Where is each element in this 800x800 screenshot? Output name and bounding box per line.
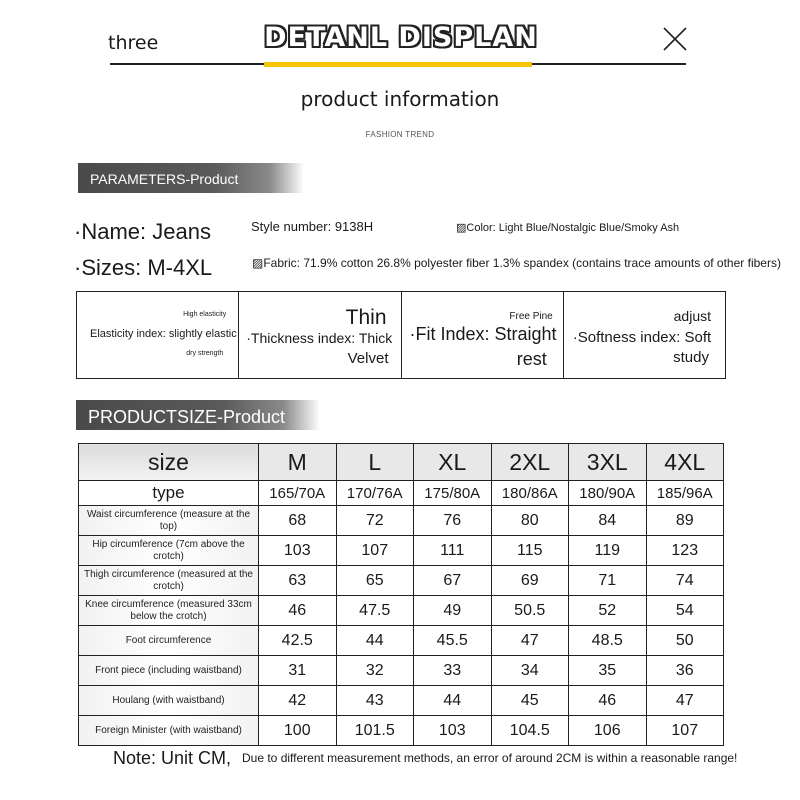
measurement-value: 42 — [259, 686, 337, 716]
measurement-value: 45.5 — [414, 626, 492, 656]
measurement-value: 69 — [491, 566, 569, 596]
measurement-value: 34 — [491, 656, 569, 686]
table-row — [79, 536, 724, 566]
close-icon-glyph — [662, 26, 688, 52]
measurement-value: 50.5 — [491, 596, 569, 626]
measurement-value: 33 — [414, 656, 492, 686]
table-row — [79, 506, 724, 536]
measurement-value: 123 — [646, 536, 724, 566]
measurement-value: 63 — [259, 566, 337, 596]
measurement-value: 104.5 — [491, 716, 569, 746]
measurement-value: 47.5 — [336, 596, 414, 626]
measurement-value: 43 — [336, 686, 414, 716]
parameters-grid — [76, 291, 726, 379]
type-cell: 170/76A — [336, 481, 414, 506]
measurement-value: 45 — [491, 686, 569, 716]
measurement-label: Foreign Minister (with waistband) — [79, 716, 259, 746]
measurement-value: 76 — [414, 506, 492, 536]
softness-index: ·Softness index: Soft — [572, 329, 712, 346]
size-col-header: 3XL — [569, 444, 647, 481]
measurement-value: 84 — [569, 506, 647, 536]
measurement-value: 106 — [569, 716, 647, 746]
measurement-label: Knee circumference (measured 33cm below the crotch) — [79, 596, 259, 626]
measurement-value: 68 — [259, 506, 337, 536]
table-row — [79, 626, 724, 656]
measurement-label: Thigh circumference (measured at the crotch) — [79, 566, 259, 596]
section-title: product information — [300, 87, 500, 111]
measurement-label: Hip circumference (7cm above the crotch) — [79, 536, 259, 566]
measurement-value: 100 — [259, 716, 337, 746]
thickness-index: ·Thickness index: Thick — [246, 330, 393, 346]
size-col-header: 4XL — [646, 444, 724, 481]
table-row — [79, 656, 724, 686]
table-row — [79, 596, 724, 626]
product-size-banner: PRODUCTSIZE-Product — [76, 400, 320, 430]
section-subtitle: FASHION TREND — [365, 130, 435, 139]
measurement-value: 44 — [414, 686, 492, 716]
elasticity-high-label: High elasticity — [183, 311, 227, 318]
measurement-label: Waist circumference (measure at the top) — [79, 506, 259, 536]
thickness-top-label: Thin — [345, 306, 387, 329]
measurement-value: 36 — [646, 656, 724, 686]
size-table — [78, 443, 724, 746]
product-fabric: ▨Fabric: 71.9% cotton 26.8% polyester fiber 1.3% spandex (contains trace amounts of other fibers) — [252, 256, 781, 270]
measurement-value: 80 — [491, 506, 569, 536]
measurement-value: 67 — [414, 566, 492, 596]
product-sizes: ·Sizes: M-4XL — [74, 255, 213, 280]
close-icon[interactable] — [662, 26, 688, 52]
unit-note: Note: Unit CM, — [113, 748, 232, 768]
measurement-value: 48.5 — [569, 626, 647, 656]
measurement-value: 74 — [646, 566, 724, 596]
measurement-value: 46 — [259, 596, 337, 626]
measurement-value: 46 — [569, 686, 647, 716]
measurement-label: Front piece (including waistband) — [79, 656, 259, 686]
thickness-cell — [239, 292, 401, 378]
fit-top-label: Free Pine — [509, 311, 553, 322]
size-col-header: 2XL — [491, 444, 569, 481]
measurement-value: 115 — [491, 536, 569, 566]
measurement-value: 107 — [336, 536, 414, 566]
product-colors: ▨Color: Light Blue/Nostalgic Blue/Smoky Ash — [456, 222, 680, 234]
measurement-label: Foot circumference — [79, 626, 259, 656]
measurement-disclaimer: Due to different measurement methods, an error of around 2CM is within a reasonable range! — [242, 751, 738, 765]
softness-cell — [564, 292, 725, 378]
product-name: ·Name: Jeans — [74, 219, 211, 244]
header-accent-bar — [264, 62, 532, 67]
size-header-row — [79, 444, 724, 481]
measurement-value: 111 — [414, 536, 492, 566]
elasticity-index: Elasticity index: slightly elastic — [90, 328, 237, 340]
measurement-value: 49 — [414, 596, 492, 626]
measurement-value: 35 — [569, 656, 647, 686]
measurement-value: 47 — [491, 626, 569, 656]
table-row — [79, 716, 724, 746]
measurement-value: 47 — [646, 686, 724, 716]
type-cell: 180/86A — [491, 481, 569, 506]
type-row — [79, 481, 724, 506]
type-cell: 175/80A — [414, 481, 492, 506]
type-cell: 185/96A — [646, 481, 724, 506]
thickness-bottom-label: Velvet — [347, 350, 389, 367]
size-col-header: L — [336, 444, 414, 481]
measurement-value: 31 — [259, 656, 337, 686]
measurement-value: 50 — [646, 626, 724, 656]
style-number: Style number: 9138H — [251, 219, 374, 234]
measurement-value: 65 — [336, 566, 414, 596]
type-cell: 165/70A — [259, 481, 337, 506]
header-left-label: three — [108, 32, 159, 54]
page-title: DETANL DISPLAN — [264, 22, 538, 53]
table-row — [79, 686, 724, 716]
measurement-value: 103 — [414, 716, 492, 746]
measurement-value: 119 — [569, 536, 647, 566]
size-col-header: XL — [414, 444, 492, 481]
elasticity-low-label: dry strength — [186, 350, 224, 357]
measurement-value: 44 — [336, 626, 414, 656]
size-col-header: M — [259, 444, 337, 481]
type-label: type — [79, 481, 259, 506]
measurement-value: 54 — [646, 596, 724, 626]
fit-cell — [402, 292, 564, 378]
measurement-value: 103 — [259, 536, 337, 566]
parameters-banner: PARAMETERS-Product parameters — [78, 163, 304, 193]
measurement-value: 89 — [646, 506, 724, 536]
type-cell: 180/90A — [569, 481, 647, 506]
elasticity-cell — [77, 292, 239, 378]
measurement-value: 52 — [569, 596, 647, 626]
measurement-value: 72 — [336, 506, 414, 536]
size-header-label: size — [79, 444, 259, 481]
measurement-value: 101.5 — [336, 716, 414, 746]
measurement-value: 32 — [336, 656, 414, 686]
fit-bottom-label: rest — [516, 349, 547, 369]
measurement-value: 42.5 — [259, 626, 337, 656]
table-row — [79, 566, 724, 596]
measurement-value: 71 — [569, 566, 647, 596]
softness-bottom-label: study — [673, 349, 709, 366]
softness-top-label: adjust — [673, 308, 711, 324]
measurement-label: Houlang (with waistband) — [79, 686, 259, 716]
measurement-value: 107 — [646, 716, 724, 746]
fit-index: ·Fit Index: Straight — [409, 324, 557, 344]
